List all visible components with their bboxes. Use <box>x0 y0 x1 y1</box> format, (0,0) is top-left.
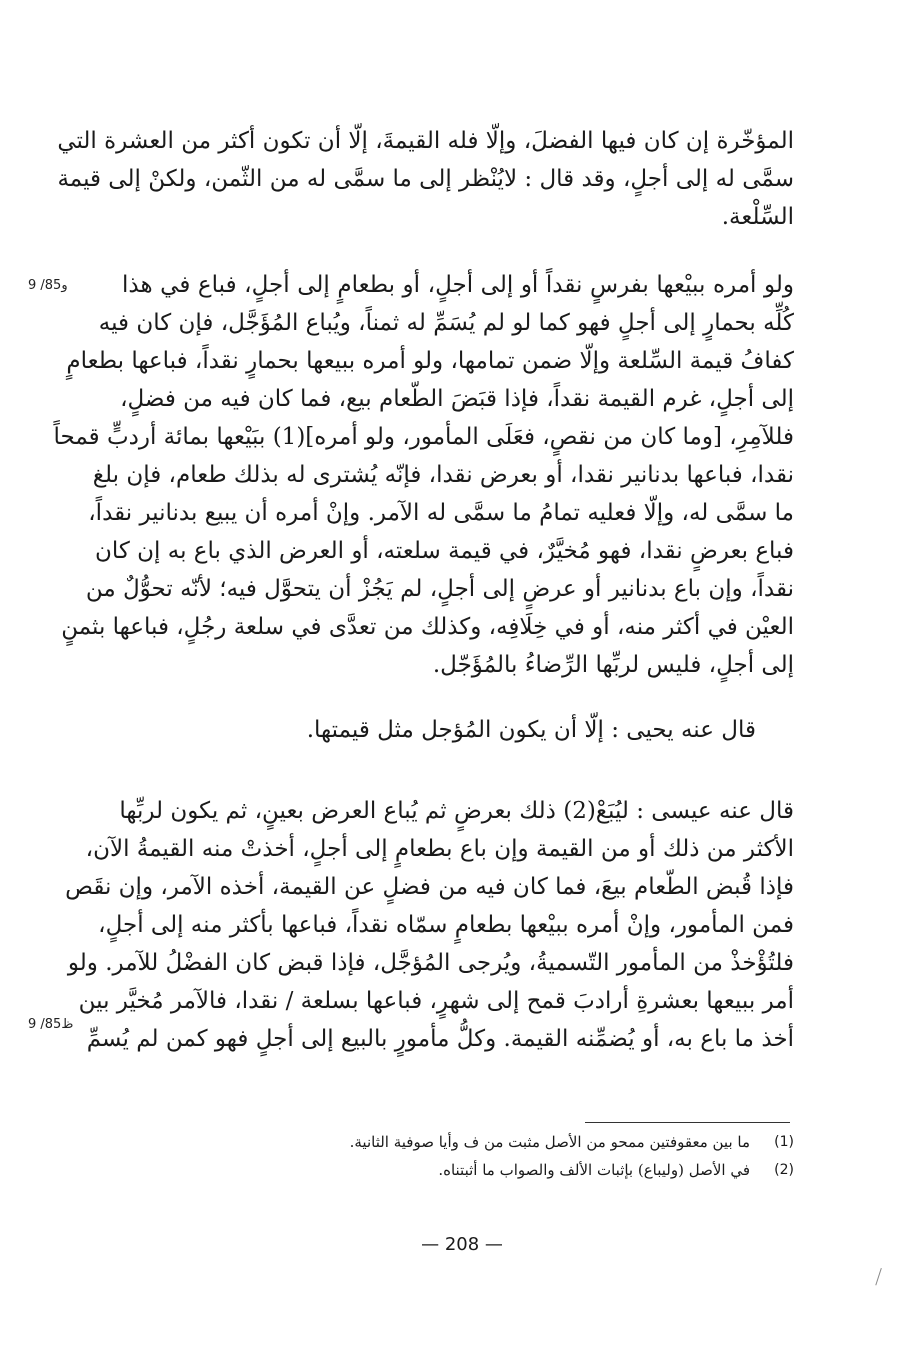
text-line: السِّلْعة. <box>721 204 794 230</box>
margin-folio-note: 9 /85و <box>28 278 68 293</box>
text-line: أمر ببيعها بعشرةِ أرادبَ قمح إلى شهرٍ، فباعها بسلعة / نقدا، فالآمر مُخيَّر بين <box>78 988 794 1014</box>
text-line: نقدا، فباعها بدنانير نقدا، أو بعرض نقدا، فإنّه يُشترى له بذلك طعام، فإن بلغ <box>92 462 794 488</box>
footnote-text: في الأصل (وليباع) بإثبات الألف والصواب ما أثبتناه. <box>438 1161 750 1179</box>
footnote-number: (1) <box>774 1134 794 1150</box>
text-line: العيْن في أكثر منه، أو في خِلَافِه، وكذلك من تعدَّى في سلعة رجُلٍ، فباعها بثمنٍ <box>61 614 794 640</box>
text-line: إلى أجلٍ، فليس لربِّها الرِّضاءُ بالمُؤَجّل. <box>432 652 794 678</box>
text-line: كُلِّه بحمارٍ إلى أجلٍ فهو كما لو لم يُسَمِّ له ثمناً، ويُباع المُؤَجَّل، فإن كان فيه <box>98 310 794 336</box>
text-line: قال عنه عيسى : ليُبَعْ(2) ذلك بعرضٍ ثم يُباع العرض بعينٍ، ثم يكون لربِّها <box>119 798 794 824</box>
footnotes <box>300 1128 794 1184</box>
text-line: أخذ ما باع به، أو يُضمِّنه القيمة. وكلُّ مأمورٍ بالبيع إلى أجلٍ فهو كمن لم يُسمِّ <box>86 1026 794 1052</box>
footnote <box>300 1156 794 1184</box>
text-line: فللآمِرِ، [وما كان من نقصٍ، فعَلَى المأمور، ولو أمره](1) ببَيْعها بمائة أردبٍّ قمحاً <box>53 424 794 450</box>
text-line: إلى أجلٍ، غرم القيمة نقداً، فإذا قبَضَ الطّعام بيع، فما كان فيه من فضلٍ، <box>120 386 794 412</box>
text-line: فلتُؤْخذْ من المأمور التّسميةُ، ويُرجى المُؤجَّل، فإذا قبض كان الفضْلُ للآمر. ولو <box>67 950 794 976</box>
text-line: فباع بعرضٍ نقدا، فهو مُخيَّرٌ، في قيمة سلعته، أو العرض الذي باع به إن كان <box>95 538 794 564</box>
text-line: فإذا قُبض الطّعام بيعَ، فما كان فيه من فضلٍ عن القيمة، أخذه الآمر، وإن نقَص <box>65 874 794 900</box>
footnote <box>300 1128 794 1156</box>
text-line: قال عنه يحيى : إلّا أن يكون المُؤجل مثل قيمتها. <box>306 717 756 743</box>
text-line: سمَّى له إلى أجلٍ، وقد قال : لايُنْظر إلى ما سمَّى له من الثّمن، ولكنْ إلى قيمة <box>57 166 794 192</box>
paragraph-2 <box>53 266 794 684</box>
page-number: — 208 — <box>421 1234 503 1255</box>
text-line: نقداً، وإن باع بدنانير أو عرضٍ إلى أجلٍ، لم يَجُزْ أن يتحوَّل فيه؛ لأنّه تحوُّلٌ من <box>85 576 794 602</box>
scan-mark <box>875 1268 883 1286</box>
text-line: الأكثر من ذلك أو من القيمة وإن باع بطعامٍ إلى أجلٍ، أخذتْ منه القيمةُ الآن، <box>85 836 794 862</box>
text-line: ولو أمره ببيْعها بفرسٍ نقداً أو إلى أجلٍ، أو بطعامٍ إلى أجلٍ، فباع في هذا <box>122 272 794 298</box>
text-line: فمن المأمور، وإنْ أمره ببيْعها بطعامٍ سمّاه نقداً، فباعها بأكثر منه إلى أجلٍ، <box>98 912 794 938</box>
paragraph-3 <box>122 711 794 749</box>
margin-folio-note: 9 /85ظ <box>28 1017 74 1032</box>
paragraph-4 <box>65 792 794 1058</box>
footnote-divider <box>585 1122 790 1123</box>
text-line: المؤخّرة إن كان فيها الفضلَ، وإلّا فله القيمةَ، إلّا أن تكون أكثر من العشرة التي <box>57 128 794 154</box>
footnote-number: (2) <box>774 1162 794 1178</box>
text-line: ما سمَّى له، وإلّا فعليه تمامُ ما سمَّى له الآمر. وإنْ أمره أن يبيع بدنانير نقداً، <box>88 500 794 526</box>
footnote-text: ما بين معقوفتين ممحو من الأصل مثبت من ف وأيا صوفية الثانية. <box>349 1133 750 1151</box>
paragraph-1 <box>57 122 794 236</box>
text-line: كفافُ قيمة السِّلعة وإلّا ضمن تمامها، ولو أمره ببيعها بحمارٍ نقداً، فباعها بطعامٍ <box>66 348 794 374</box>
